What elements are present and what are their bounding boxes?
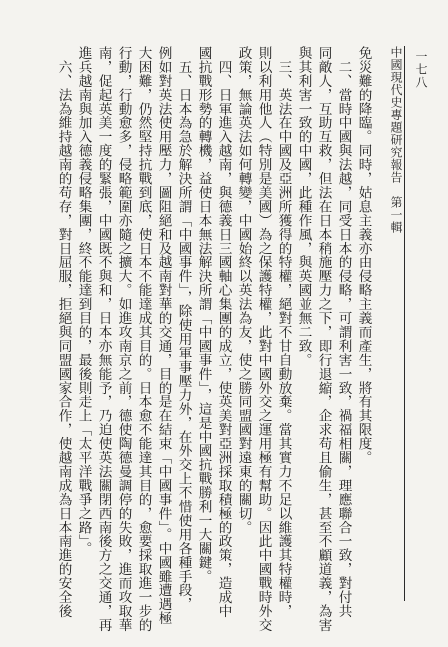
body-column-9: 國抗戰形勢的轉機，益使日本無法解決所謂「中國事件」，這是中國抗戰勝利一大關鍵。 [195, 46, 212, 584]
body-column-11: 例如對英法使用壓力，圖阻絕和及越南對華的交通，目的是在結束「中國事件」。中國雖遭遇極 [155, 46, 172, 626]
body-column-3: 同敵人，互助互救，但法在日本稍施壓力之下，即行退縮，企求苟且偷生，甚至不顧道義，為害 [315, 46, 332, 632]
body-column-16: 六、法為維持越南的苟存，對日屈服，拒絕與同盟國家合作，使越南成為日本南進的安全後 [55, 46, 72, 618]
body-column-13: 行動，行動愈多，侵略範圍亦隨之擴大。如進攻南京之前，德使陶德曼調停的失敗，進而攻取華 [115, 46, 132, 632]
body-column-10: 五、日本為急於解決所謂「中國事件」，除使用軍事壓力外，在外交上不惜使用各種手段， [175, 46, 192, 612]
running-title: 中國現代史專題研究報告 第一輯 [389, 46, 403, 234]
body-column-2: 二、當時中國與法越，同受日本的侵略，可謂利害一致，禍福相關，理應聯合一致，對付共 [335, 46, 352, 618]
body-column-8: 四、日軍進入越南，與德義日三國軸心集團的成立，使英美對亞洲採取積極的政策，造成中 [215, 46, 232, 618]
body-column-5: 三、英法在中國及亞洲所獲得的特權，絕對不甘自動放棄。當其實力不足以維護其特權時， [275, 46, 292, 618]
body-column-1: 免災難的降臨。同時，姑息主義亦由侵略主義而產生，將有其限度。 [355, 46, 372, 465]
body-column-7: 政策，無論英法如何轉變，中國始終以英法為友，使之勝同盟國對遠東的關切。 [235, 46, 252, 535]
body-column-14: 南，促起英美一度的緊張，中國既不與和，日本亦無能予，乃迫使英法關閉西南後方之交通，再 [95, 46, 112, 632]
body-column-12: 大困難，仍然堅持抗戰到底，使日本不能達成其目的。日本愈不能達其目的，愈要採取進一步的 [135, 46, 152, 632]
body-column-15: 進兵越南與加入德義侵略集團，終不能達到目的，最後則走上「太平洋戰爭之路」。 [75, 46, 92, 556]
page-number: 一七八 [414, 50, 428, 89]
body-column-4: 與其利害一致的中國，此種作風，與英國並無二致。 [295, 46, 312, 367]
body-column-6: 則以利用他人（特別是美國）為之保護特權，此對中國外交之運用極有幫助。因此中國戰時外交 [255, 46, 272, 632]
